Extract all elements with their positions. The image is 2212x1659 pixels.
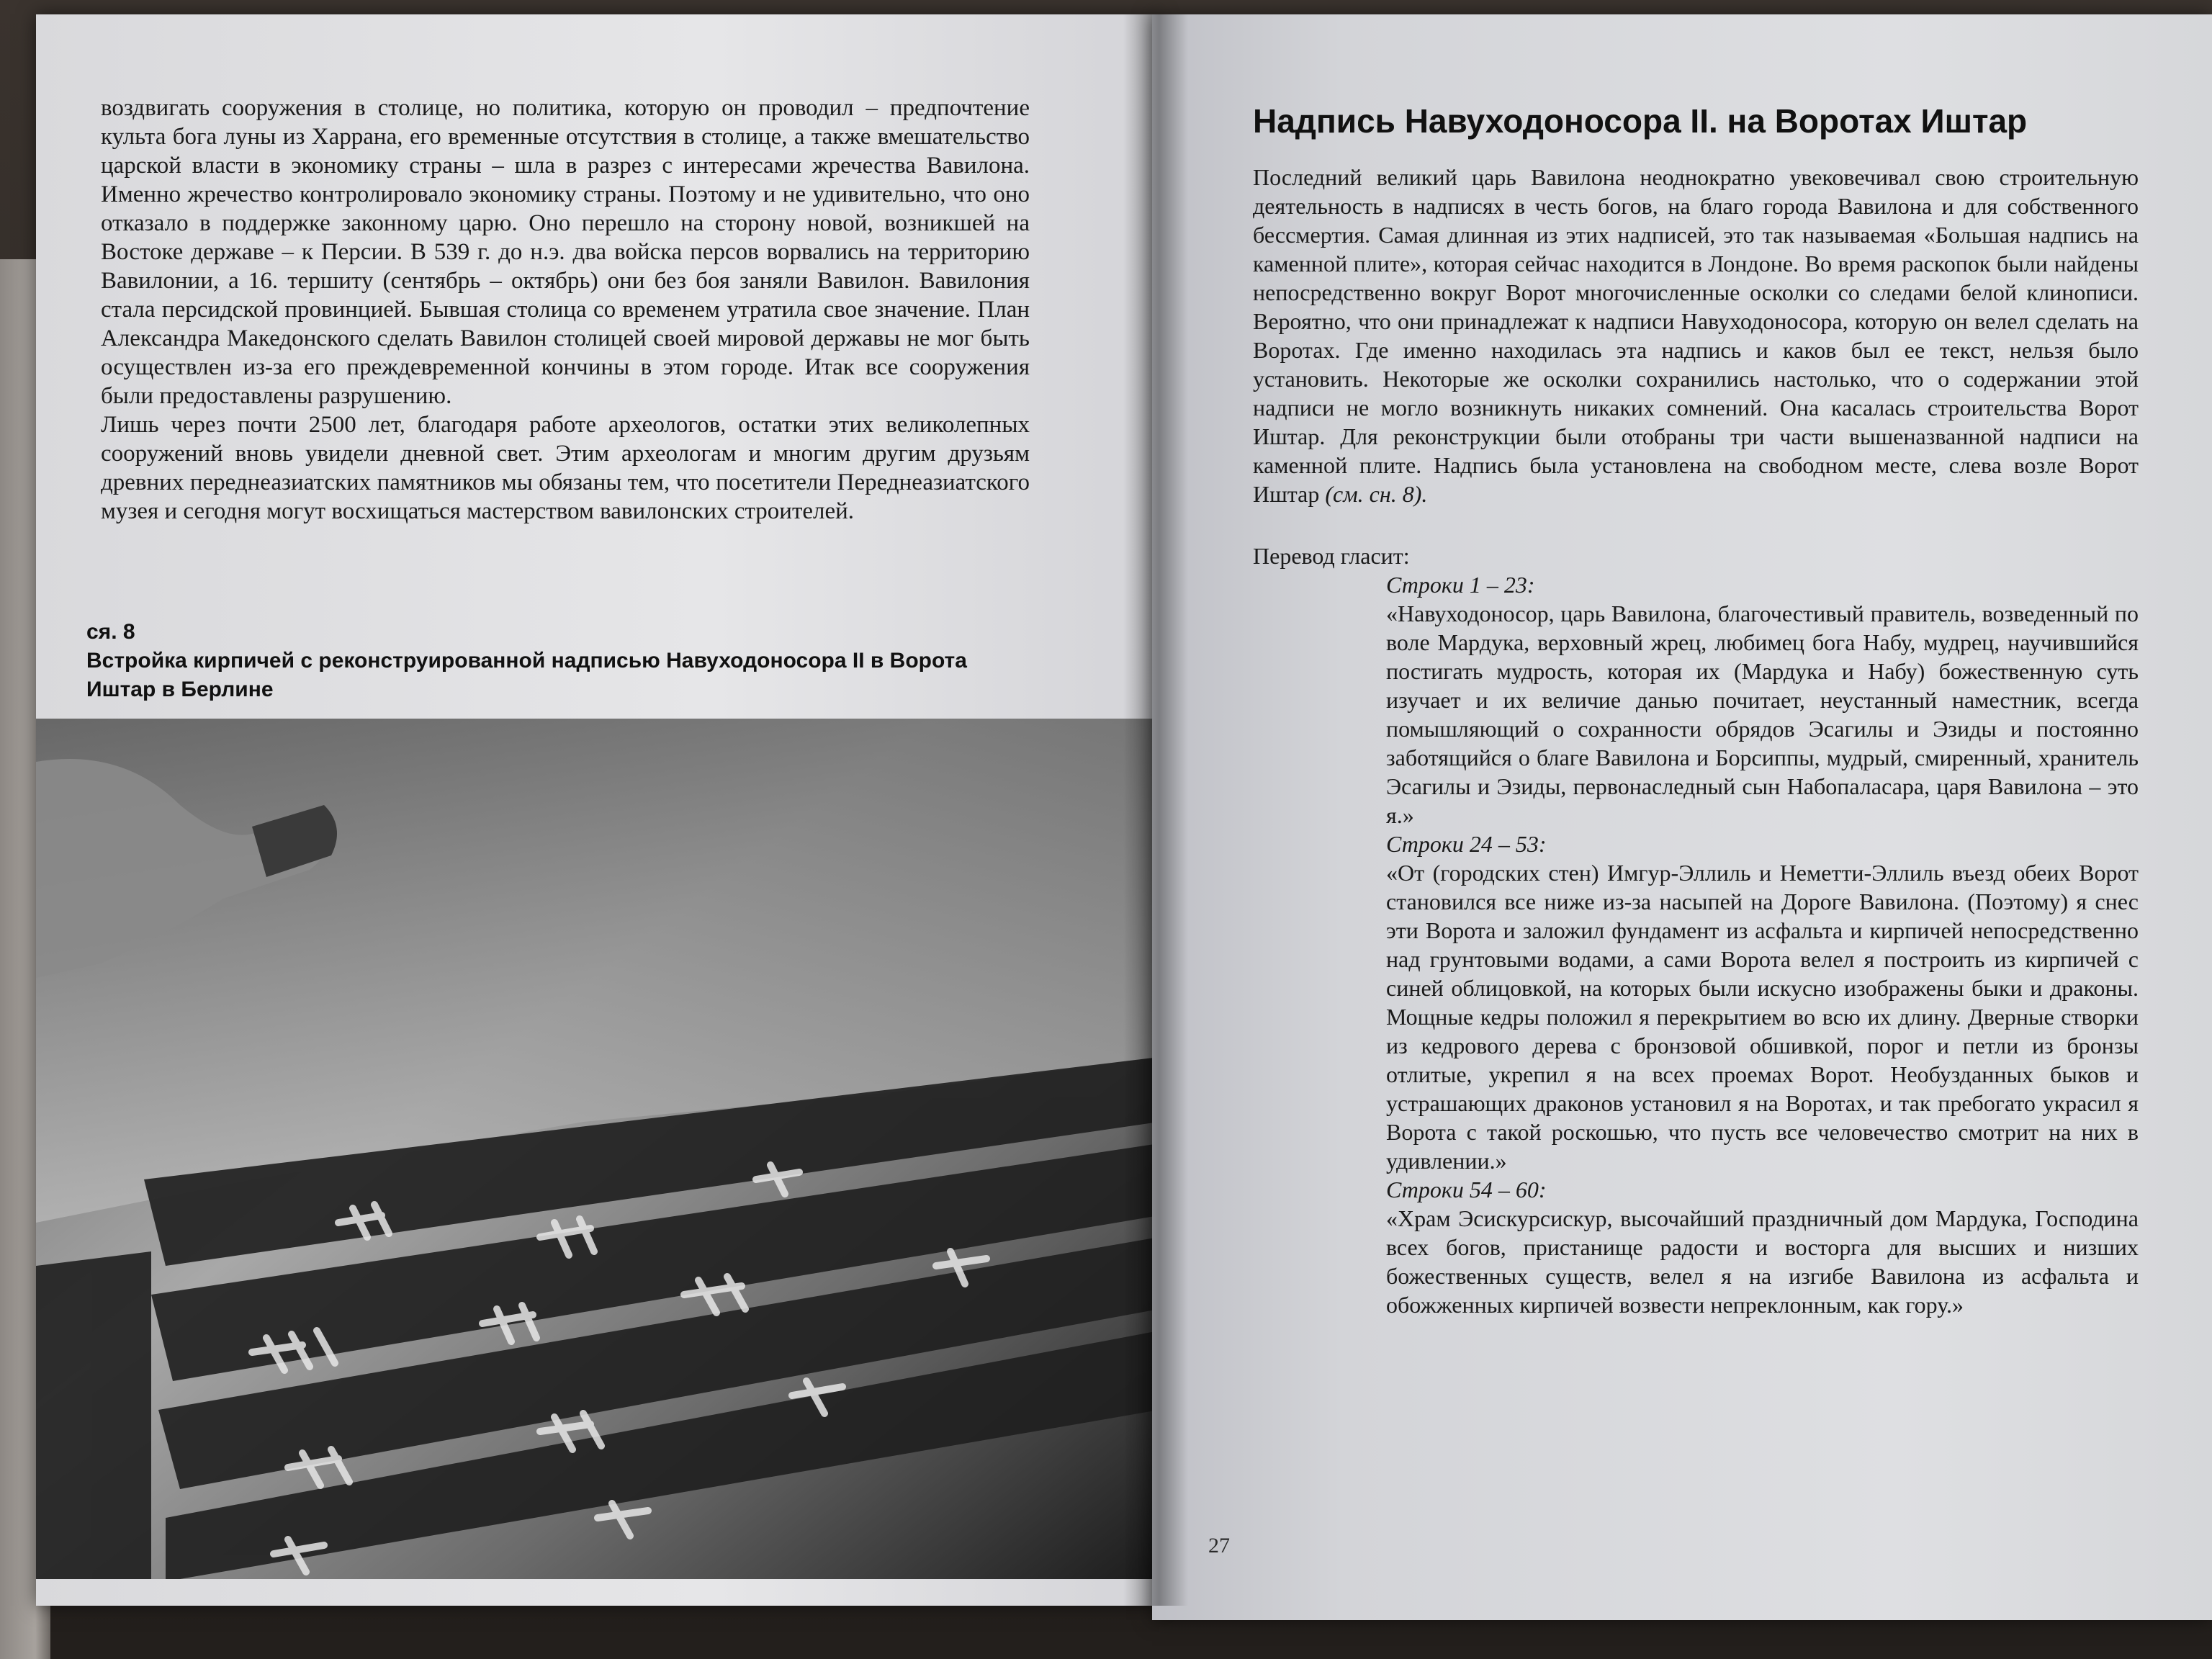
- quote-2: «От (городских стен) Имгур-Эллиль и Неметти-Эллиль въезд обеих Ворот становился все ниже из-за насыпей на Дороге Вавилона. (Поэтому) я снес эти Ворота и заложил фундамент из асфальта и кирпичей непосредственно над грунтовыми водами, а сами Ворота велел я построить из кирпичей с синей облицовкой, на которых были искусно изображены быки и драконы. Мощные кедры положил я перекрытием во всю их длину. Дверные створки из кедрового дерева с бронзовой обшивкой, порог и петли из бронзы отлитые, укрепил я на всех проемах Ворот. Необузданных быков и устрашающих драконов установил я на Воротах, и так пребогато украсил я Ворота с такой роскошью, что пусть все человечество смотрит на них в удивлении.»: [1386, 860, 2139, 1174]
- translation-intro: Перевод гласит:: [1253, 543, 1410, 569]
- lines-label-2: Строки 24 – 53:: [1386, 831, 1547, 857]
- figure-reference: (см. сн. 8).: [1325, 481, 1428, 507]
- cuneiform-brick-wall-photo: [36, 719, 1159, 1579]
- figure-caption-label: ся. 8: [86, 620, 135, 644]
- left-page-body: [101, 94, 1030, 526]
- page-number: 27: [1208, 1534, 1230, 1557]
- right-page: [1152, 14, 2212, 1620]
- left-page: [36, 14, 1159, 1606]
- quote-3: «Храм Эсискурсискур, высочайший праздничный дом Мардука, Господина всех богов, пристанище радости и восторга для высших и низших божественных существ, велел я на изгибе Вавилона из асфальта и обожженных кирпичей возвести непреклонным, как гору.»: [1386, 1205, 2139, 1318]
- left-paragraph-1: воздвигать сооружения в столице, но политика, которую он проводил – предпочтение культа бога луны из Харрана, его временные отсутствия в столице, а также вмешательство царской власти в экономику страны – шла в разрез с интересами жречества Вавилона. Именно жречество контролировало экономику страны. Поэтому и не удивительно, что оно отказало в поддержке законному царю. Оно перешло на сторону новой, возникшей на Востоке державе – к Персии. В 539 г. до н.э. два войска персов ворвались на территорию Вавилонии, а 16. тершиту (сентябрь – октябрь) они без боя заняли Вавилон. Вавилония стала персидской провинцией. Бывшая столица со временем утратила свое значение. План Александра Македонского сделать Вавилон столицей своей мировой державы не мог быть осуществлен из-за его преждевременной кончины в этом городе. Итак все сооружения были предоставлены разрушению.: [101, 95, 1030, 409]
- translation-quotes: [1386, 570, 2139, 1319]
- page-heading: Надпись Навуходоносора II. на Воротах Иштар: [1253, 102, 2028, 140]
- lines-label-3: Строки 54 – 60:: [1386, 1177, 1547, 1202]
- figure-caption-text: Встройка кирпичей с реконструированной надписью Навуходоносора II в Ворота Иштар в Берлине: [86, 649, 967, 701]
- left-paragraph-2: Лишь через почти 2500 лет, благодаря работе археологов, остатки этих великолепных сооружений вновь увидели дневной свет. Этим археологам и многим другим друзьям древних переднеазиатских памятников мы обязаны тем, что посетители Переднеазиатского музея и сегодня могут восхищаться мастерством вавилонских строителей.: [101, 412, 1030, 524]
- right-paragraph: [1253, 163, 2139, 508]
- right-page-body: [1253, 101, 2139, 1319]
- lines-label-1: Строки 1 – 23:: [1386, 572, 1535, 598]
- quote-1: «Навуходоносор, царь Вавилона, благочестивый правитель, возведенный по воле Мардука, верховный жрец, любимец бога Набу, мудрец, научившийся постигать мудрость, которая их (Мардука и Набу) божественную суть изучает и их величие данью почитает, неустанный наместник, всегда помышляющий о сохранности обрядов Эсагилы и Эзиды и постоянно заботящийся о благе Вавилона и Борсиппы, мудрый, смиренный, хранитель Эсагилы и Эзиды, первонаследный сын Набопаласара, царя Вавилона – это я.»: [1386, 601, 2139, 828]
- figure-caption: [86, 618, 1037, 704]
- right-paragraph-text: Последний великий царь Вавилона неоднократно увековечивал свою строительную деятельность в надписях в честь богов, на благо города Вавилона и для собственного бессмертия. Самая длинная из этих надписей, это так называемая «Большая надпись на каменной плите», которая сейчас находится в Лондоне. Во время раскопок были найдены непосредственно вокруг Ворот многочисленные осколки со следами белой клинописи. Вероятно, что они принадлежат к надписи Навуходоносора, которую он велел сделать на Воротах. Где именно находилась эта надпись и каков был ее текст, нельзя было установить. Некоторые же осколки сохранились настолько, что о содержании этой надписи не могло возникнуть никаких сомнений. Она касалась строительства Ворот Иштар. Для реконструкции были отобраны три части вышеназванной надписи на каменной плите. Надпись была установлена на свободном месте, слева возле Ворот Иштар: [1253, 164, 2139, 507]
